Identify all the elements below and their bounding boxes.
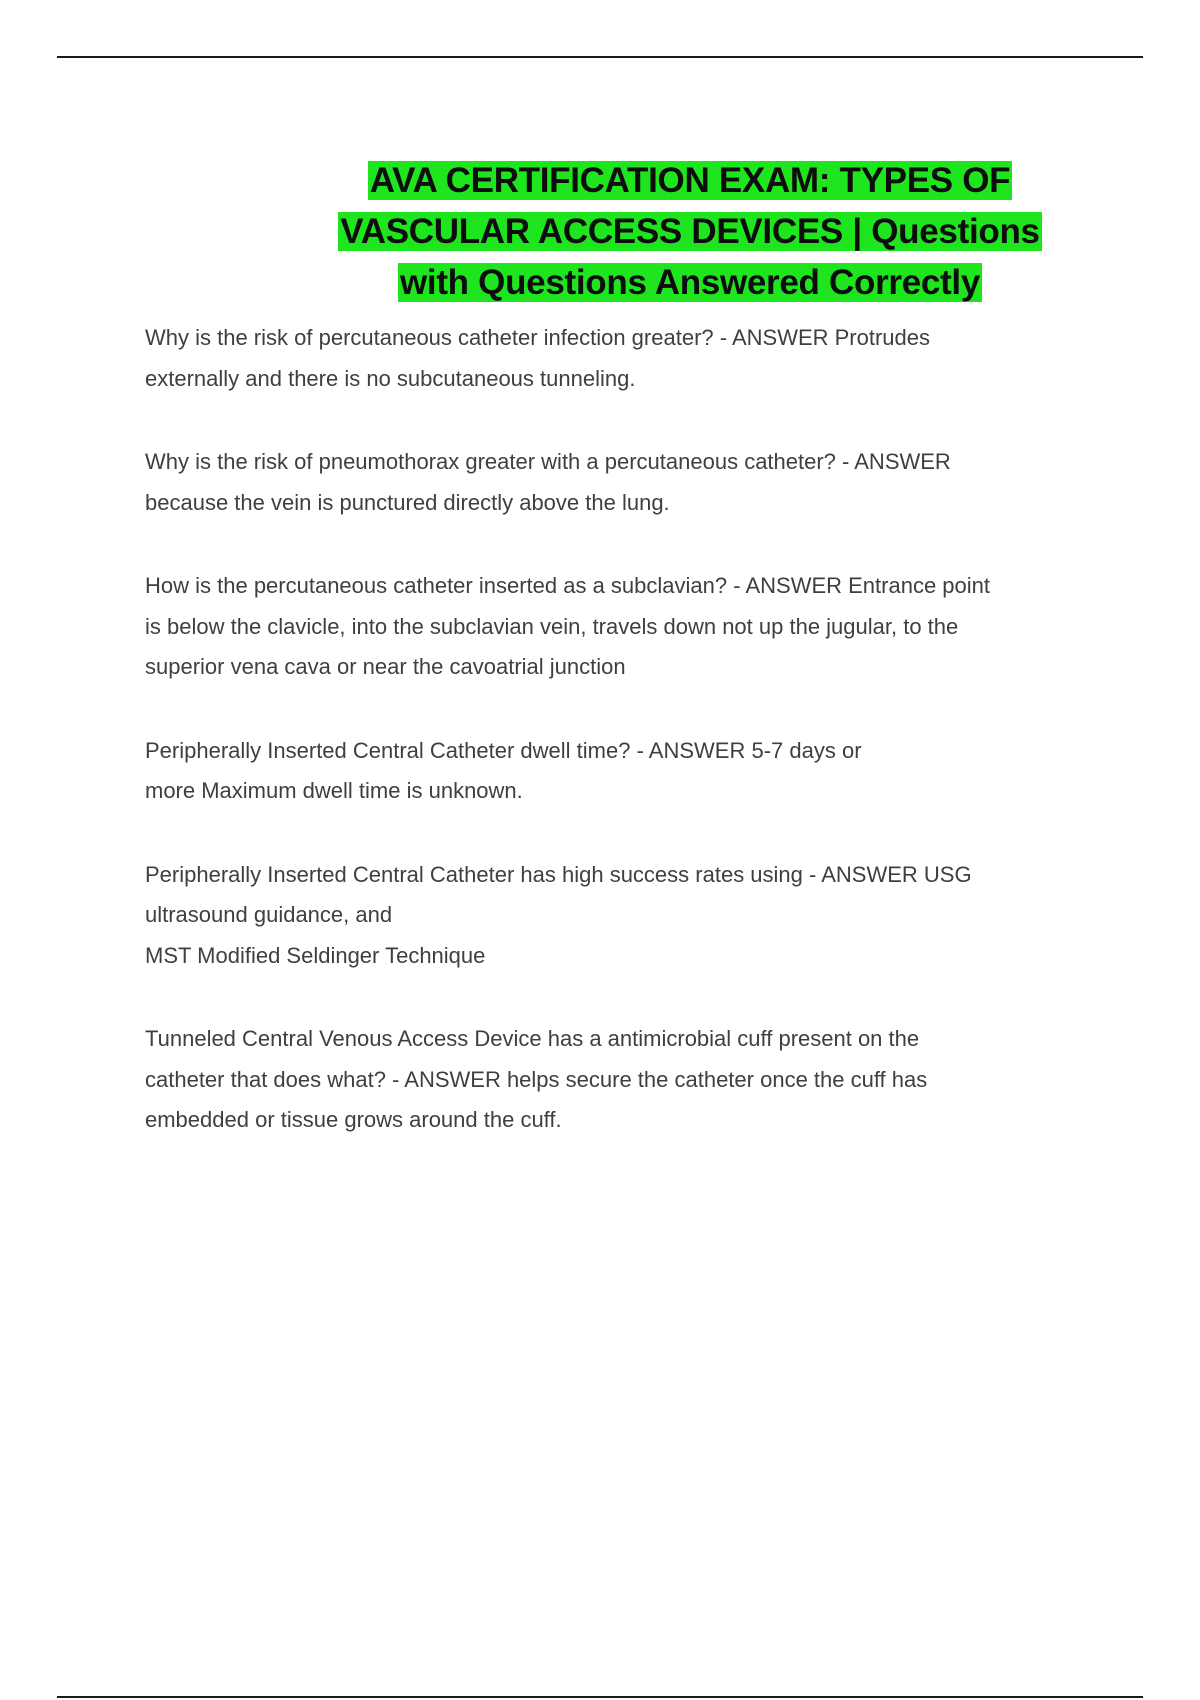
qa-item xyxy=(145,855,1090,977)
page-top-rule xyxy=(57,56,1143,58)
qa-line: How is the percutaneous catheter inserted as a subclavian? - ANSWER Entrance point xyxy=(145,573,991,598)
qa-item xyxy=(145,1019,1090,1141)
qa-line: catheter that does what? - ANSWER helps secure the catheter once the cuff has xyxy=(145,1066,928,1092)
qa-item xyxy=(145,566,1090,688)
qa-item xyxy=(145,442,1090,523)
qa-line: Why is the risk of pneumothorax greater with a percutaneous catheter? - ANSWER xyxy=(145,449,951,474)
qa-line: Peripherally Inserted Central Catheter has high success rates using - ANSWER USG xyxy=(145,861,972,887)
title-line: with Questions Answered Correctly xyxy=(399,263,981,302)
page-bottom-rule xyxy=(57,1696,1143,1698)
qa-line: Peripherally Inserted Central Catheter dwell time? - ANSWER 5-7 days or xyxy=(145,737,862,763)
qa-item xyxy=(145,318,1090,399)
qa-item xyxy=(145,731,1090,812)
qa-line: Tunneled Central Venous Access Device has a antimicrobial cuff present on the xyxy=(145,1026,920,1051)
qa-line: more Maximum dwell time is unknown. xyxy=(145,778,523,803)
qa-line: Why is the risk of percutaneous catheter infection greater? - ANSWER Protrudes xyxy=(145,325,931,350)
qa-line: embedded or tissue grows around the cuff. xyxy=(145,1107,562,1132)
title-line: VASCULAR ACCESS DEVICES | Questions xyxy=(340,212,1040,251)
qa-list xyxy=(145,318,1090,1184)
qa-line: because the vein is punctured directly above the lung. xyxy=(145,489,670,515)
qa-line: superior vena cava or near the cavoatrial junction xyxy=(145,654,626,679)
qa-line: is below the clavicle, into the subclavian vein, travels down not up the jugular, to the xyxy=(145,613,959,639)
qa-line: externally and there is no subcutaneous tunneling. xyxy=(145,365,636,391)
qa-line: ultrasound guidance, and xyxy=(145,902,393,927)
title-line: AVA CERTIFICATION EXAM: TYPES OF xyxy=(369,161,1011,200)
document-title xyxy=(300,155,1080,308)
qa-line: MST Modified Seldinger Technique xyxy=(145,942,486,968)
